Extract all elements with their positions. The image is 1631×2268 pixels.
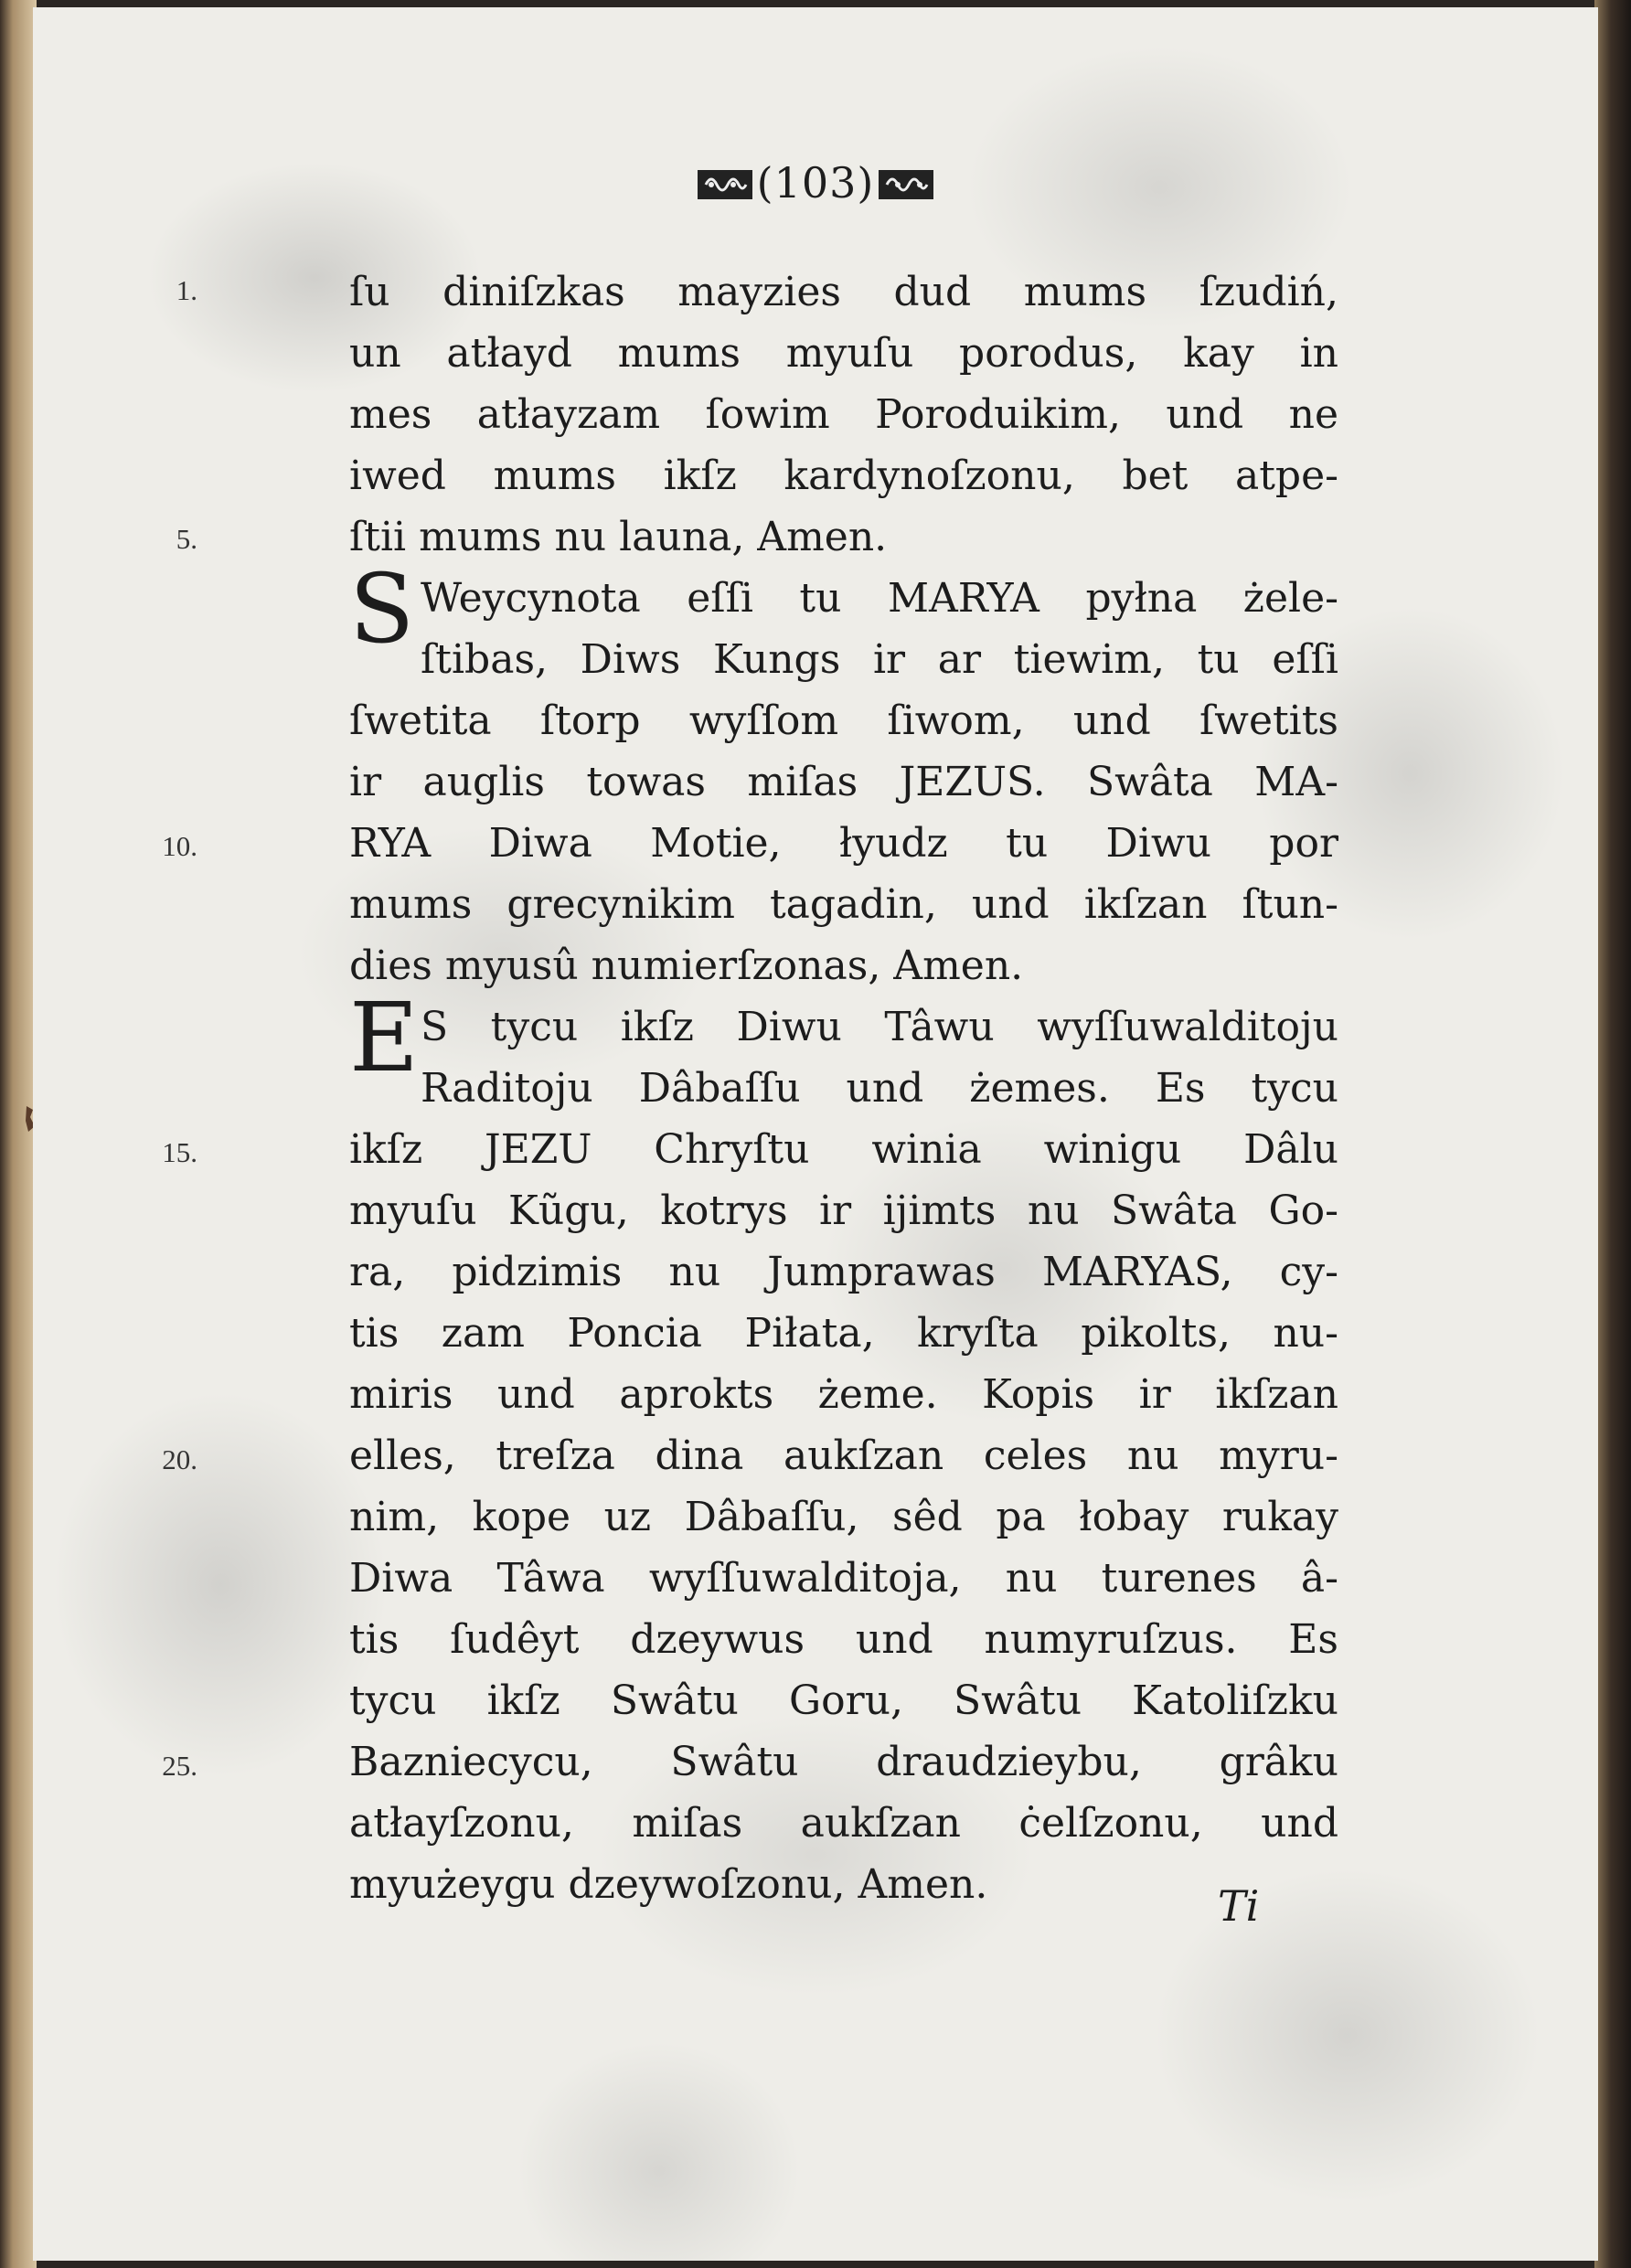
drop-cap: E <box>349 982 419 1093</box>
line-number: 5. <box>176 523 197 555</box>
text-line: mums grecynikim tagadin, und ikſzan ſtun- <box>349 881 1338 928</box>
line-number: 1. <box>176 274 197 306</box>
text-line: ikſz JEZU Chryſtu winia winigu Dâlu <box>349 1126 1338 1173</box>
right-page-edge <box>1594 0 1631 2268</box>
text-line: tis ſudêyt dzeywus und numyruſzus. Es <box>349 1616 1338 1663</box>
text-line: Bazniecycu, Swâtu draudzieybu, grâku <box>349 1739 1338 1785</box>
text-line: elles, treſza dina aukſzan celes nu myru- <box>349 1432 1338 1479</box>
line-number: 25. <box>162 1750 197 1782</box>
text-line: ir auglis towas miſas JEZUS. Swâta MA- <box>349 759 1338 805</box>
ornament-icon <box>878 166 934 203</box>
line-number: 10. <box>162 830 197 862</box>
catchword: Ti <box>1218 1881 1260 1931</box>
text-line: Raditoju Dâbaſſu und żemes. Es tycu <box>421 1065 1338 1112</box>
text-line: un atłayd mums myuſu porodus, kay in <box>349 330 1338 377</box>
text-line: nim, kope uz Dâbaſſu, sêd pa łobay rukay <box>349 1494 1338 1540</box>
text-line: Weycynota eſſi tu MARYA pyłna żele- <box>421 575 1338 622</box>
text-line: ſwetita ſtorp wyſſom ſiwom, und ſwetits <box>349 697 1338 744</box>
text-line: tis zam Poncia Piłata, kryſta pikolts, nu- <box>349 1310 1338 1357</box>
ornament-icon <box>697 166 753 203</box>
book-page <box>33 7 1598 2261</box>
text-line: Diwa Tâwa wyſſuwalditoja, nu turenes â- <box>349 1555 1338 1602</box>
page-number: (103) <box>756 158 875 208</box>
page-header <box>33 158 1598 208</box>
text-line: S tycu ikſz Diwu Tâwu wyſſuwalditoju <box>421 1004 1338 1050</box>
line-number: 15. <box>162 1136 197 1168</box>
text-line: ſu diniſzkas mayzies dud mums ſzudiń, <box>349 269 1338 315</box>
text-line: mes atłayzam ſowim Poroduikim, und ne <box>349 391 1338 438</box>
text-line: dies myusû numierſzonas, Amen. <box>349 942 1024 989</box>
text-line: miris und aprokts żeme. Kopis ir ikſzan <box>349 1371 1338 1418</box>
text-line: RYA Diwa Motie, łyudz tu Diwu por <box>349 820 1338 867</box>
text-line: myuſu Kũgu, kotrys ir ijimts nu Swâta Go- <box>349 1187 1338 1234</box>
text-line: tycu ikſz Swâtu Goru, Swâtu Katoliſzku <box>349 1677 1338 1724</box>
text-line: ſtii mums nu launa, Amen. <box>349 514 888 560</box>
text-line: myużeygu dzeywoſzonu, Amen. <box>349 1861 988 1908</box>
text-line: iwed mums ikſz kardynoſzonu, bet atpe- <box>349 453 1338 499</box>
drop-cap: S <box>349 553 415 665</box>
text-line: ſtibas, Diws Kungs ir ar tiewim, tu eſſi <box>421 636 1338 683</box>
left-page-edge <box>0 0 37 2268</box>
line-number: 20. <box>162 1443 197 1475</box>
text-line: ra, pidzimis nu Jumprawas MARYAS, cy- <box>349 1249 1338 1295</box>
text-line: atłayſzonu, miſas aukſzan ċelſzonu, und <box>349 1800 1338 1847</box>
